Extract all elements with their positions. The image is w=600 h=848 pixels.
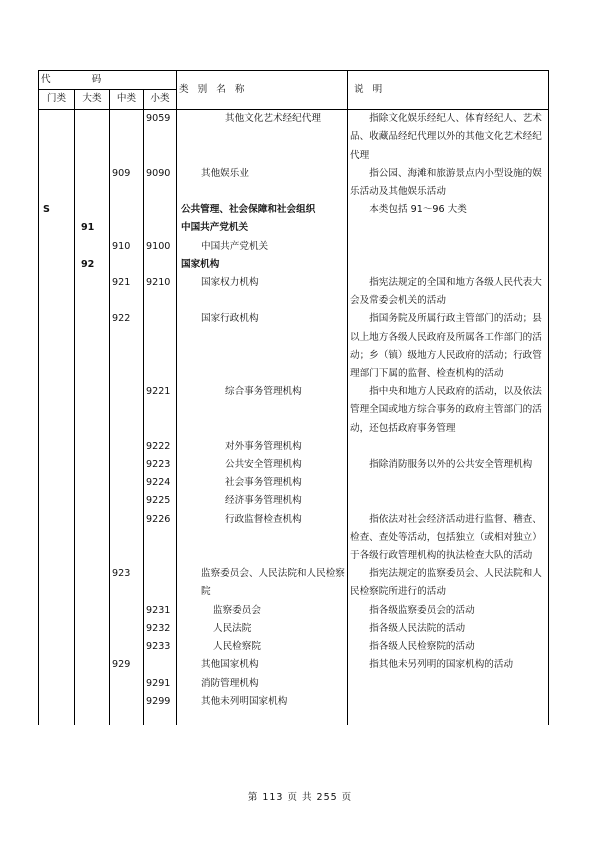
- table-row: [39, 620, 549, 638]
- major-code: 91: [75, 219, 110, 237]
- category-name: 社会事务管理机构: [177, 474, 348, 492]
- table-row: [39, 656, 549, 674]
- category-description: [348, 693, 549, 711]
- door-code: [39, 310, 75, 383]
- mid-code: 910: [110, 238, 144, 256]
- table-row: [39, 383, 549, 438]
- category-description: [348, 675, 549, 693]
- category-description: 指公园、海滩和旅游景点内小型设施的娱乐活动及其他娱乐活动: [348, 165, 549, 201]
- door-code: [39, 492, 75, 510]
- description-header: 说 明: [348, 71, 549, 110]
- category-description: [348, 256, 549, 274]
- major-code: [75, 438, 110, 456]
- category-description: 指宪法规定的监察委员会、人民法院和人民检察院所进行的活动: [348, 565, 549, 601]
- major-code: [75, 383, 110, 438]
- table-row: [39, 565, 549, 601]
- category-name-header: 类 别 名 称: [177, 71, 348, 110]
- table-row: [39, 110, 549, 165]
- category-description: 指除文化娱乐经纪人、体育经纪人、艺术品、收藏品经纪代理以外的其他文化艺术经纪代理: [348, 110, 549, 165]
- mid-code: [110, 456, 144, 474]
- door-code: [39, 474, 75, 492]
- table-row: [39, 693, 549, 711]
- mid-code: [110, 492, 144, 510]
- door-code: [39, 256, 75, 274]
- category-name: 经济事务管理机构: [177, 492, 348, 510]
- code-header-label-2: 码: [91, 74, 103, 85]
- major-code: [75, 693, 110, 711]
- category-description: [348, 474, 549, 492]
- mid-code: [110, 201, 144, 219]
- table-row: [39, 675, 549, 693]
- small-code: 9090: [144, 165, 177, 201]
- category-description: 指各级人民检察院的活动: [348, 638, 549, 656]
- category-name: 综合事务管理机构: [177, 383, 348, 438]
- category-description: 指宪法规定的全国和地方各级人民代表大会及常委会机关的活动: [348, 274, 549, 310]
- major-code: [75, 675, 110, 693]
- major-code: [75, 165, 110, 201]
- mid-code: [110, 638, 144, 656]
- small-code: 9225: [144, 492, 177, 510]
- category-name: 人民检察院: [177, 638, 348, 656]
- major-code: [75, 201, 110, 219]
- category-name: 对外事务管理机构: [177, 438, 348, 456]
- code-header-label: 代: [41, 74, 52, 85]
- category-description: 指各级监察委员会的活动: [348, 602, 549, 620]
- small-code: [144, 219, 177, 237]
- mid-code: 909: [110, 165, 144, 201]
- major-code: [75, 656, 110, 674]
- small-header: 小类: [144, 90, 177, 110]
- major-code: [75, 110, 110, 165]
- category-description: [348, 492, 549, 510]
- major-code: [75, 310, 110, 383]
- table-row: [39, 511, 549, 566]
- table-row: [39, 638, 549, 656]
- small-code: 9291: [144, 675, 177, 693]
- category-description: [348, 438, 549, 456]
- door-code: [39, 383, 75, 438]
- mid-header: 中类: [110, 90, 144, 110]
- door-header: 门类: [39, 90, 75, 110]
- mid-code: [110, 438, 144, 456]
- small-code: 9226: [144, 511, 177, 566]
- category-name: 国家权力机构: [177, 274, 348, 310]
- small-code: [144, 656, 177, 674]
- table-row: [39, 492, 549, 510]
- major-code: [75, 602, 110, 620]
- door-code: [39, 656, 75, 674]
- major-code: [75, 620, 110, 638]
- mid-code: [110, 256, 144, 274]
- page-footer: 第 113 页 共 255 页: [247, 792, 353, 803]
- door-code: [39, 511, 75, 566]
- category-name: 公共安全管理机构: [177, 456, 348, 474]
- major-code: [75, 238, 110, 256]
- table-row: [39, 310, 549, 383]
- category-name: 公共管理、社会保障和社会组织: [177, 201, 348, 219]
- category-name: 行政监督检查机构: [177, 511, 348, 566]
- table-row: [39, 456, 549, 474]
- major-code: [75, 274, 110, 310]
- table-row: [39, 165, 549, 201]
- major-header: 大类: [75, 90, 110, 110]
- door-code: [39, 110, 75, 165]
- small-code: 9210: [144, 274, 177, 310]
- category-name: 监察委员会: [177, 602, 348, 620]
- category-name: 消防管理机构: [177, 675, 348, 693]
- mid-code: 921: [110, 274, 144, 310]
- mid-code: [110, 693, 144, 711]
- door-code: [39, 693, 75, 711]
- category-name: 其他未列明国家机构: [177, 693, 348, 711]
- small-code: 9233: [144, 638, 177, 656]
- small-code: 9231: [144, 602, 177, 620]
- major-code: [75, 456, 110, 474]
- major-code: [75, 492, 110, 510]
- category-name: 监察委员会、人民法院和人民检察院: [177, 565, 348, 601]
- table-row: [39, 274, 549, 310]
- category-description: 指其他未另列明的国家机构的活动: [348, 656, 549, 674]
- major-code: [75, 474, 110, 492]
- category-description: [348, 219, 549, 237]
- small-code: 9299: [144, 693, 177, 711]
- small-code: 9222: [144, 438, 177, 456]
- small-code: 9221: [144, 383, 177, 438]
- category-name: 其他国家机构: [177, 656, 348, 674]
- mid-code: 923: [110, 565, 144, 601]
- door-code: [39, 274, 75, 310]
- table-row: [39, 256, 549, 274]
- mid-code: [110, 602, 144, 620]
- small-code: 9059: [144, 110, 177, 165]
- small-code: 9100: [144, 238, 177, 256]
- category-name: 中国共产党机关: [177, 219, 348, 237]
- category-description: 指中央和地方人民政府的活动，以及依法管理全国或地方综合事务的政府主管部门的活动，还包括政府事务管理: [348, 383, 549, 438]
- code-header: [39, 71, 177, 90]
- door-code: [39, 565, 75, 601]
- door-code: [39, 238, 75, 256]
- table-row: [39, 238, 549, 256]
- mid-code: [110, 675, 144, 693]
- mid-code: 929: [110, 656, 144, 674]
- door-code: [39, 675, 75, 693]
- category-name: 其他文化艺术经纪代理: [177, 110, 348, 165]
- table-header: [39, 71, 549, 110]
- category-name: 国家机构: [177, 256, 348, 274]
- classification-table: [38, 70, 549, 725]
- category-description: 指国务院及所属行政主管部门的活动；县以上地方各级人民政府及所属各工作部门的活动；乡（镇）级地方人民政府的活动；行政管理部门下属的监督、检查机构的活动: [348, 310, 549, 383]
- table-row: [39, 474, 549, 492]
- small-code: [144, 256, 177, 274]
- category-name: 中国共产党机关: [177, 238, 348, 256]
- small-code: [144, 201, 177, 219]
- small-code: [144, 565, 177, 601]
- small-code: 9232: [144, 620, 177, 638]
- small-code: 9224: [144, 474, 177, 492]
- door-code: [39, 638, 75, 656]
- category-description: 指依法对社会经济活动进行监督、稽查、检查、查处等活动，包括独立（或相对独立）于各级行政管理机构的执法检查大队的活动: [348, 511, 549, 566]
- major-code: 92: [75, 256, 110, 274]
- major-code: [75, 638, 110, 656]
- mid-code: [110, 511, 144, 566]
- category-description: 指各级人民法院的活动: [348, 620, 549, 638]
- table-row: [39, 602, 549, 620]
- mid-code: [110, 219, 144, 237]
- table-row: [39, 219, 549, 237]
- table-row: [39, 438, 549, 456]
- category-name: 国家行政机构: [177, 310, 348, 383]
- category-name: 人民法院: [177, 620, 348, 638]
- door-code: [39, 165, 75, 201]
- category-description: [348, 238, 549, 256]
- door-code: [39, 602, 75, 620]
- door-code: [39, 456, 75, 474]
- small-code: 9223: [144, 456, 177, 474]
- table-spacer-row: [39, 711, 549, 725]
- door-code: S: [39, 201, 75, 219]
- mid-code: [110, 620, 144, 638]
- door-code: [39, 219, 75, 237]
- door-code: [39, 438, 75, 456]
- category-name: 其他娱乐业: [177, 165, 348, 201]
- mid-code: [110, 474, 144, 492]
- table-row: [39, 201, 549, 219]
- mid-code: 922: [110, 310, 144, 383]
- table-body: [39, 110, 549, 725]
- door-code: [39, 620, 75, 638]
- category-description: 本类包括 91～96 大类: [348, 201, 549, 219]
- major-code: [75, 565, 110, 601]
- small-code: [144, 310, 177, 383]
- major-code: [75, 511, 110, 566]
- mid-code: [110, 110, 144, 165]
- category-description: 指除消防服务以外的公共安全管理机构: [348, 456, 549, 474]
- mid-code: [110, 383, 144, 438]
